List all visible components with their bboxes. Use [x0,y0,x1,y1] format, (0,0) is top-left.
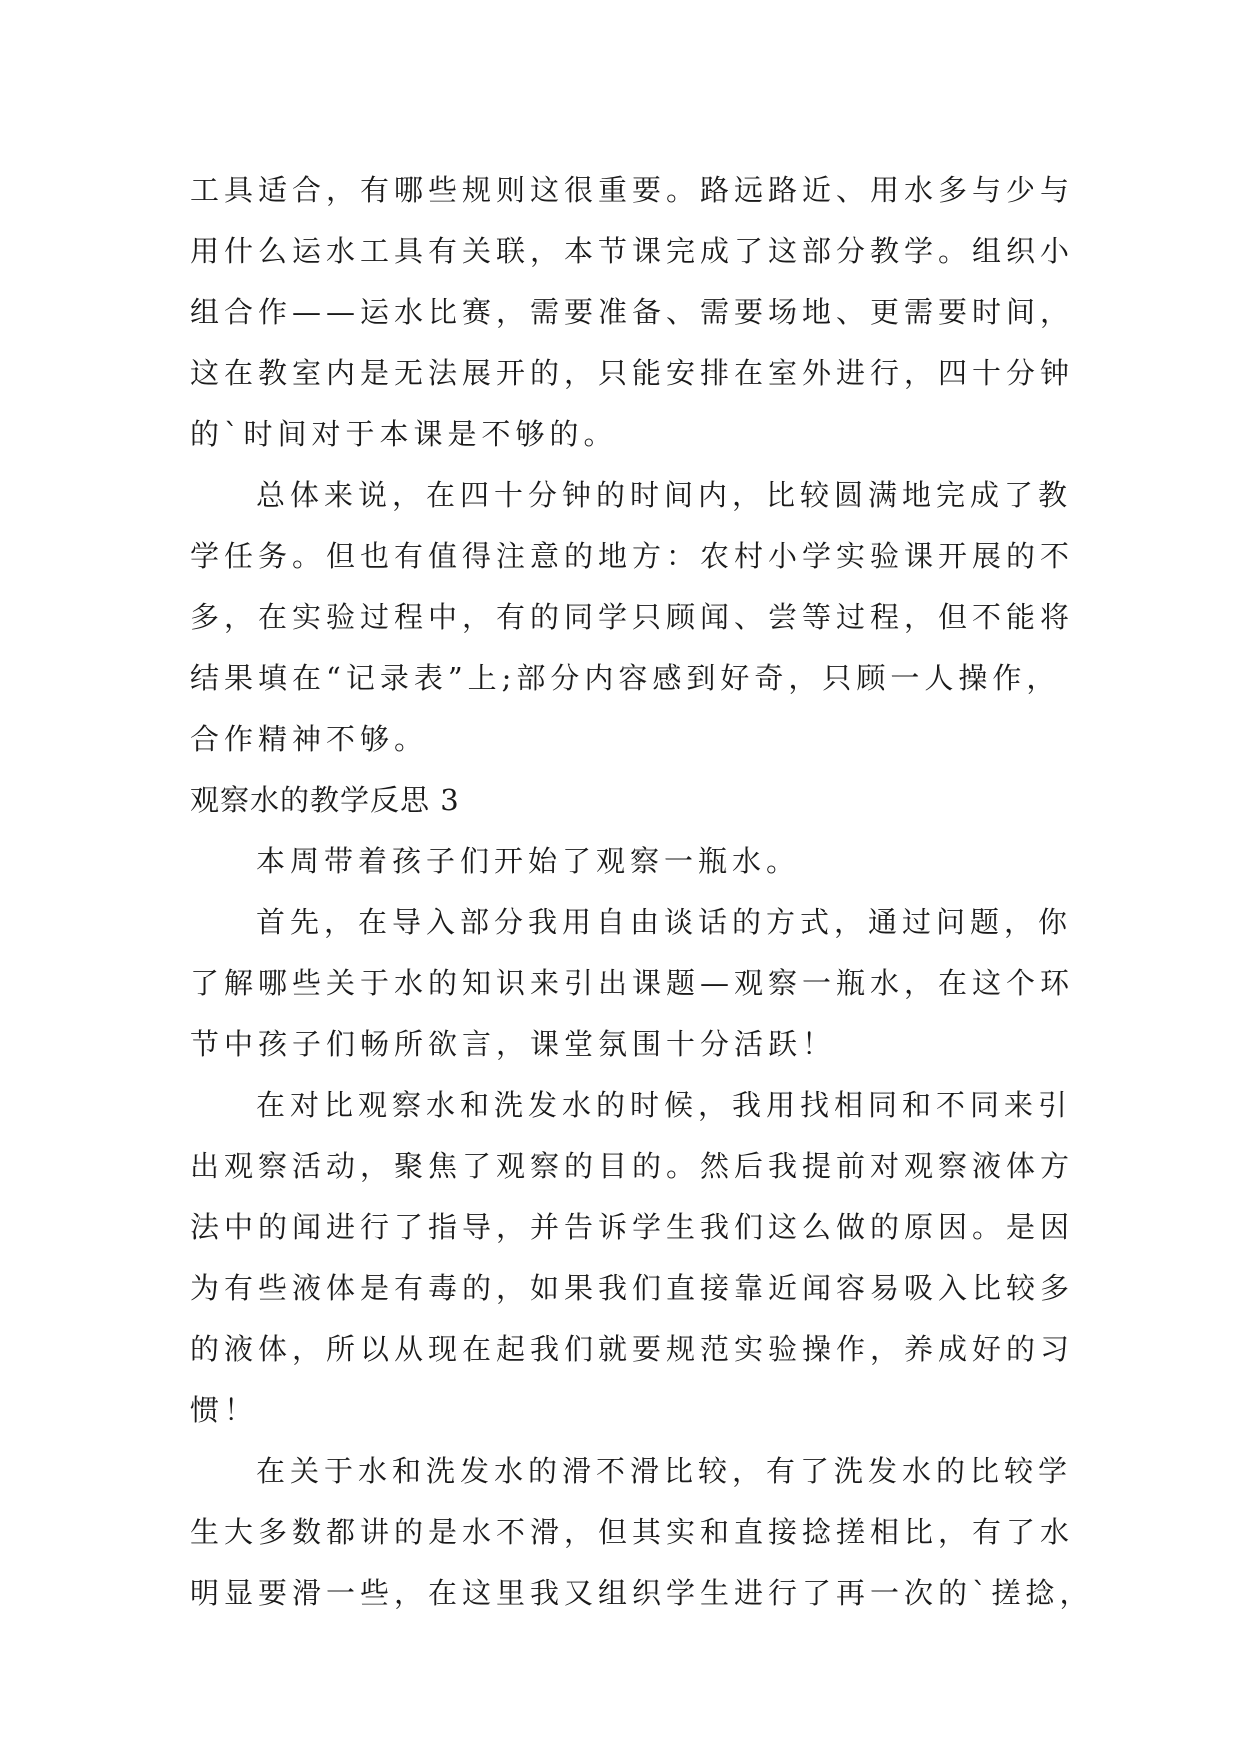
text-line: 组合作——运水比赛，需要准备、需要场地、更需要时间， [190,295,1075,329]
text-line: 首先，在导入部分我用自由谈话的方式，通过问题，你 [256,905,1073,939]
text-line: 出观察活动，聚焦了观察的目的。然后我提前对观察液体方 [190,1149,1075,1183]
text-line: 本周带着孩子们开始了观察一瓶水。 [256,844,801,878]
text-line: 惯！ [190,1393,259,1427]
text-line: 明显要滑一些，在这里我又组织学生进行了再一次的`搓捻， [190,1576,1094,1610]
text-line: 的液体，所以从现在起我们就要规范实验操作，养成好的习 [190,1332,1075,1366]
text-line: 的`时间对于本课是不够的。 [190,417,618,451]
document-body [190,160,1094,1624]
text-line: 学任务。但也有值得注意的地方：农村小学实验课开展的不 [190,539,1075,573]
text-line: 工具适合，有哪些规则这很重要。路远路近、用水多与少与 [190,173,1075,207]
text-line: 用什么运水工具有关联，本节课完成了这部分教学。组织小 [190,234,1075,268]
text-line: 节中孩子们畅所欲言，课堂氛围十分活跃！ [190,1027,837,1061]
text-line: 结果填在“记录表”上;部分内容感到好奇，只顾一人操作， [190,661,1061,695]
text-line: 法中的闻进行了指导，并告诉学生我们这么做的原因。是因 [190,1210,1075,1244]
text-line: 合作精神不够。 [190,722,429,756]
text-line: 了解哪些关于水的知识来引出课题—观察一瓶水，在这个环 [190,966,1075,1000]
text-line: 为有些液体是有毒的，如果我们直接靠近闻容易吸入比较多 [190,1271,1075,1305]
text-line: 多，在实验过程中，有的同学只顾闻、尝等过程，但不能将 [190,600,1075,634]
text-line: 在对比观察水和洗发水的时候，我用找相同和不同来引 [256,1088,1073,1122]
text-line: 总体来说，在四十分钟的时间内，比较圆满地完成了教 [256,478,1073,512]
section-heading: 观察水的教学反思 3 [190,783,460,817]
text-line: 生大多数都讲的是水不滑，但其实和直接捻搓相比，有了水 [190,1515,1075,1549]
text-line: 在关于水和洗发水的滑不滑比较，有了洗发水的比较学 [256,1454,1073,1488]
text-line: 这在教室内是无法展开的，只能安排在室外进行，四十分钟 [190,356,1075,390]
